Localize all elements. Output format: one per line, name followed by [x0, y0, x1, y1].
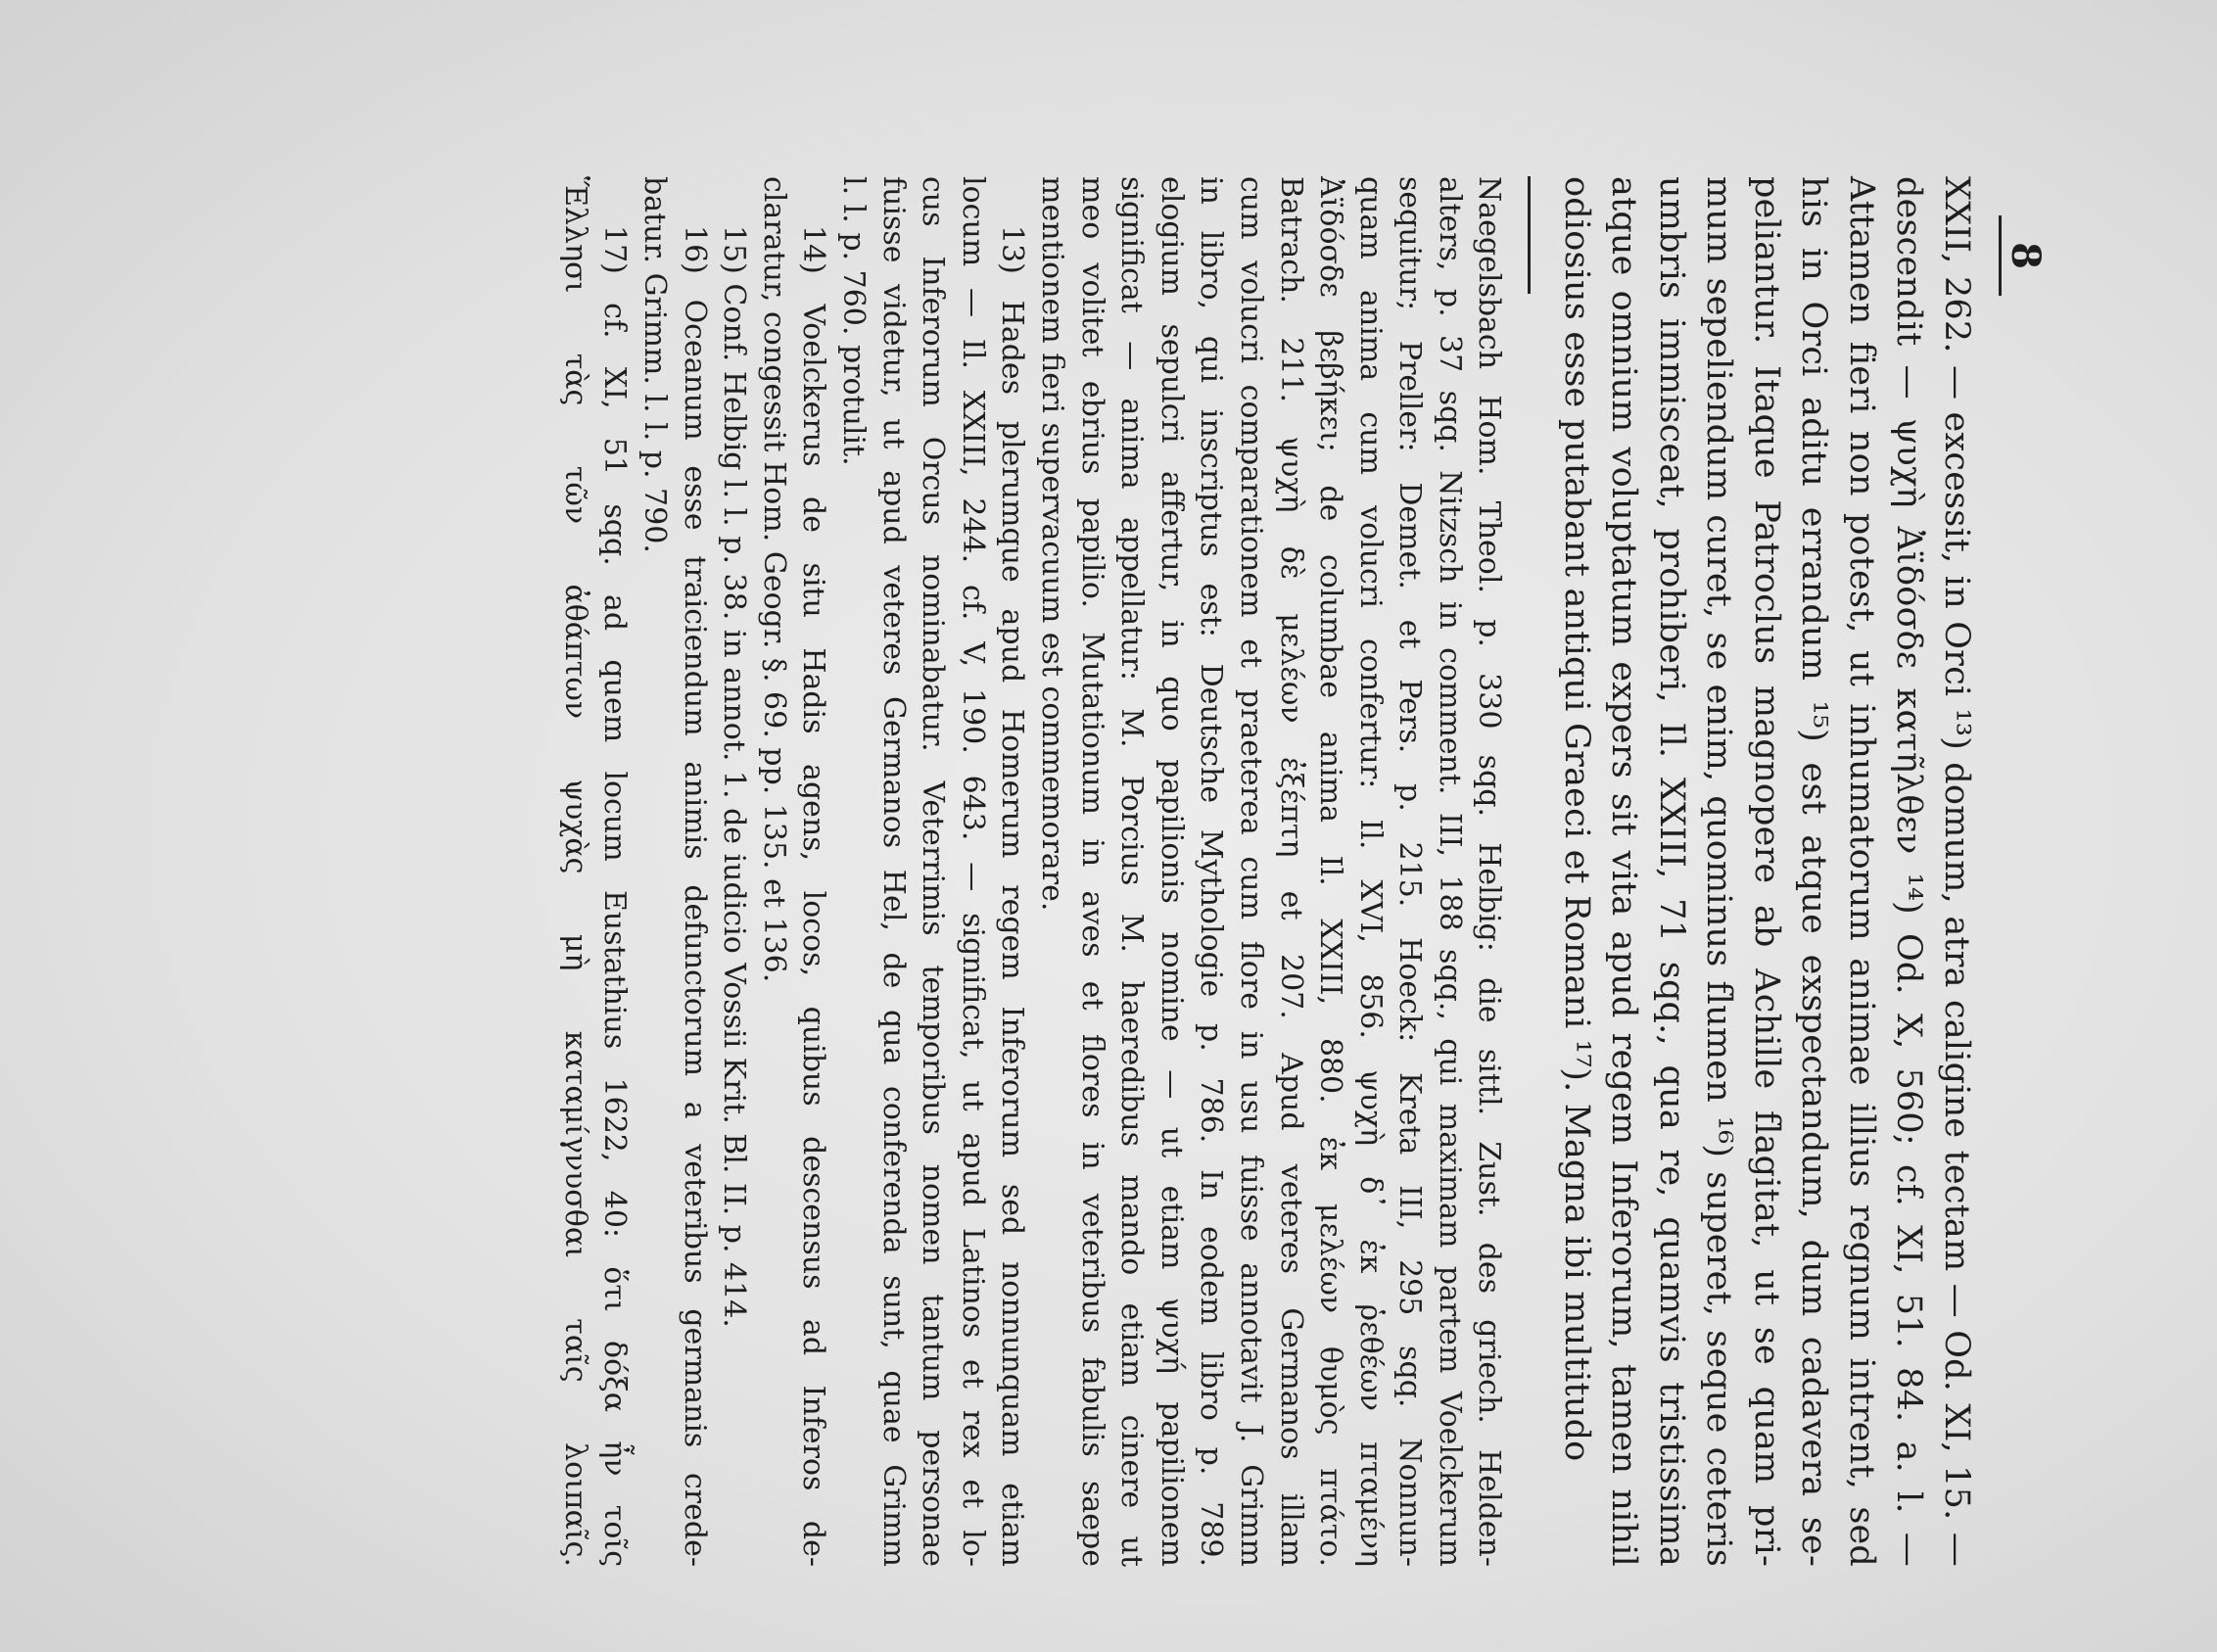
footnote-16	[634, 176, 713, 1567]
footnote-line: quam anima cum volucri confertur: Il. XVI, 856. ψυχὴ δ᾽ ἐκ ῥεθέων πταμένη	[1352, 176, 1388, 1567]
footnote-line: 17) cf. XI, 51 sqq. ad quem locum Eustathius 1622, 40: ὅτι δόξα ἦν τοῖς	[597, 225, 633, 1567]
footnote-line: Ἕλλησι τὰς τῶν ἀθάπτων ψυχὰς μὴ καταμίγνυσθαι ταῖς λοιπαῖς.	[557, 176, 592, 1567]
main-text-line: odiosius esse putabant antiqui Graeci et Romani ¹⁷). Magna ibi multitudo	[1557, 176, 1596, 1462]
main-text-line: XXII, 262. — excessit, in Orci ¹³) domum, atra caligine tectam — Od. XI, 15. —	[1937, 176, 1976, 1567]
footnote-line: l. l. p. 760. protulit.	[836, 176, 871, 466]
main-text	[1553, 176, 1981, 1567]
main-text-line: atque omnium voluptatum expers sit vita apud regem Inferorum, tamen nihil	[1604, 176, 1644, 1567]
page-number: 8	[1990, 212, 2049, 300]
footnotes	[554, 176, 1508, 1567]
footnote-line: meo volitet ebrius papilio. Mutationum in aves et flores in veteribus fabulis saepe	[1074, 176, 1109, 1567]
main-text-line: descendit — ψυχὴ Ἀϊδόσδε κατῆλθεν ¹⁴) Od. X, 560; cf. XI, 51. 84. a. l. —	[1889, 176, 1929, 1567]
footnote-line: 15) Conf. Helbig l. l. p. 38. in annot. 1. de iudicio Vossii Krit. Bl. II. p. 414.	[717, 225, 752, 1328]
main-text-line: peliantur. Itaque Patroclus magnopere ab Achille flagitat, ut se quam pri-	[1747, 176, 1786, 1567]
footnote-line: significat — anima appellatur: M. Porcius M. haeredibus mando etiam cinere ut	[1114, 176, 1150, 1567]
footnote-line: Naegelsbach Hom. Theol. p. 330 sqq. Helbig: die sittl. Zust. des griech. Helden-	[1472, 176, 1507, 1567]
footnote-continued	[1031, 176, 1508, 1567]
main-text-line: umbris immisceat, prohiberi, Il. XXIII, 71 sqq., qua re, quamvis tristissima	[1652, 176, 1691, 1567]
footnote-13	[832, 176, 1031, 1567]
footnote-line: mentionem fieri supervacuum est commemorare.	[1034, 176, 1069, 912]
footnote-17	[554, 176, 634, 1567]
footnote-line: alters, p. 37 sqq. Nitzsch in comment. III, 188 sqq., qui maximam partem Voelckerum	[1432, 176, 1467, 1567]
footnote-line: elogium sepulcri affertur, in quo papilionis nomine — ut etiam ψυχή papilionem	[1154, 176, 1189, 1567]
footnote-line: 16) Oceanum esse traiciendum animis defunctorum a veteribus germanis crede-	[677, 225, 712, 1567]
main-text-line: Attamen fieri non potest, ut inhumatorum animae illius regnum intrent, sed	[1842, 176, 1881, 1567]
footnote-line: 14) Voelckerus de situ Hadis agens, locos, quibus descensus ad Inferos de-	[796, 225, 831, 1567]
footnote-line: sequitur; Preller: Demet. et Pers. p. 215. Hoeck: Kreta III, 295 sqq. Nonnun-	[1392, 176, 1428, 1567]
footnote-line: locum — Il. XXIII, 244. cf. V, 190. 643. — significat, ut apud Latinos et rex et lo-	[955, 176, 990, 1567]
footnote-line: batur. Grimm. l. l. p. 790.	[637, 176, 673, 553]
footnote-line: fuisse videtur, ut apud veteres Germanos Hel, de qua conferenda sunt, quae Grimm	[875, 176, 911, 1567]
main-text-line: his in Orci aditu errandum ¹⁵) est atque exspectandum, dum cadavera se-	[1794, 176, 1834, 1567]
footnote-line: Ἀϊδόσδε βεβήκει; de columbae anima Il. XXIII, 880. ἐκ μελέων θυμὸς πτάτο.	[1313, 176, 1348, 1567]
footnote-line: Batrach. 211. ψυχὴ δὲ μελέων ἐξέπτη et 207. Apud veteres Germanos illam	[1273, 176, 1308, 1567]
footnote-14	[753, 176, 832, 1567]
page-body	[554, 176, 1980, 1567]
footnote-line: in libro, qui inscriptus est: Deutsche Mythologie p. 786. In eodem libro p. 789.	[1194, 176, 1229, 1567]
footnote-line: cum volucri comparationem et praeterea cum flore in usu fuisse annotavit J. Grimm	[1233, 176, 1268, 1567]
footnote-15	[714, 176, 754, 1567]
footnote-line: cus Inferorum Orcus nominabatur. Veterrimis temporibus nomen tantum personae	[916, 176, 951, 1567]
footnote-separator	[1529, 176, 1532, 294]
footnote-line: 13) Hades plerumque apud Homerum regem Inferorum sed nonnunquam etiam	[995, 225, 1030, 1567]
footnote-line: claratur, congessit Hom. Geogr. §. 69. pp. 135. et 136.	[756, 176, 791, 983]
main-text-line: mum sepeliendum curet, se enim, quominus flumen ¹⁶) superet, seque ceteris	[1699, 176, 1739, 1567]
book-page	[557, 176, 2049, 1596]
